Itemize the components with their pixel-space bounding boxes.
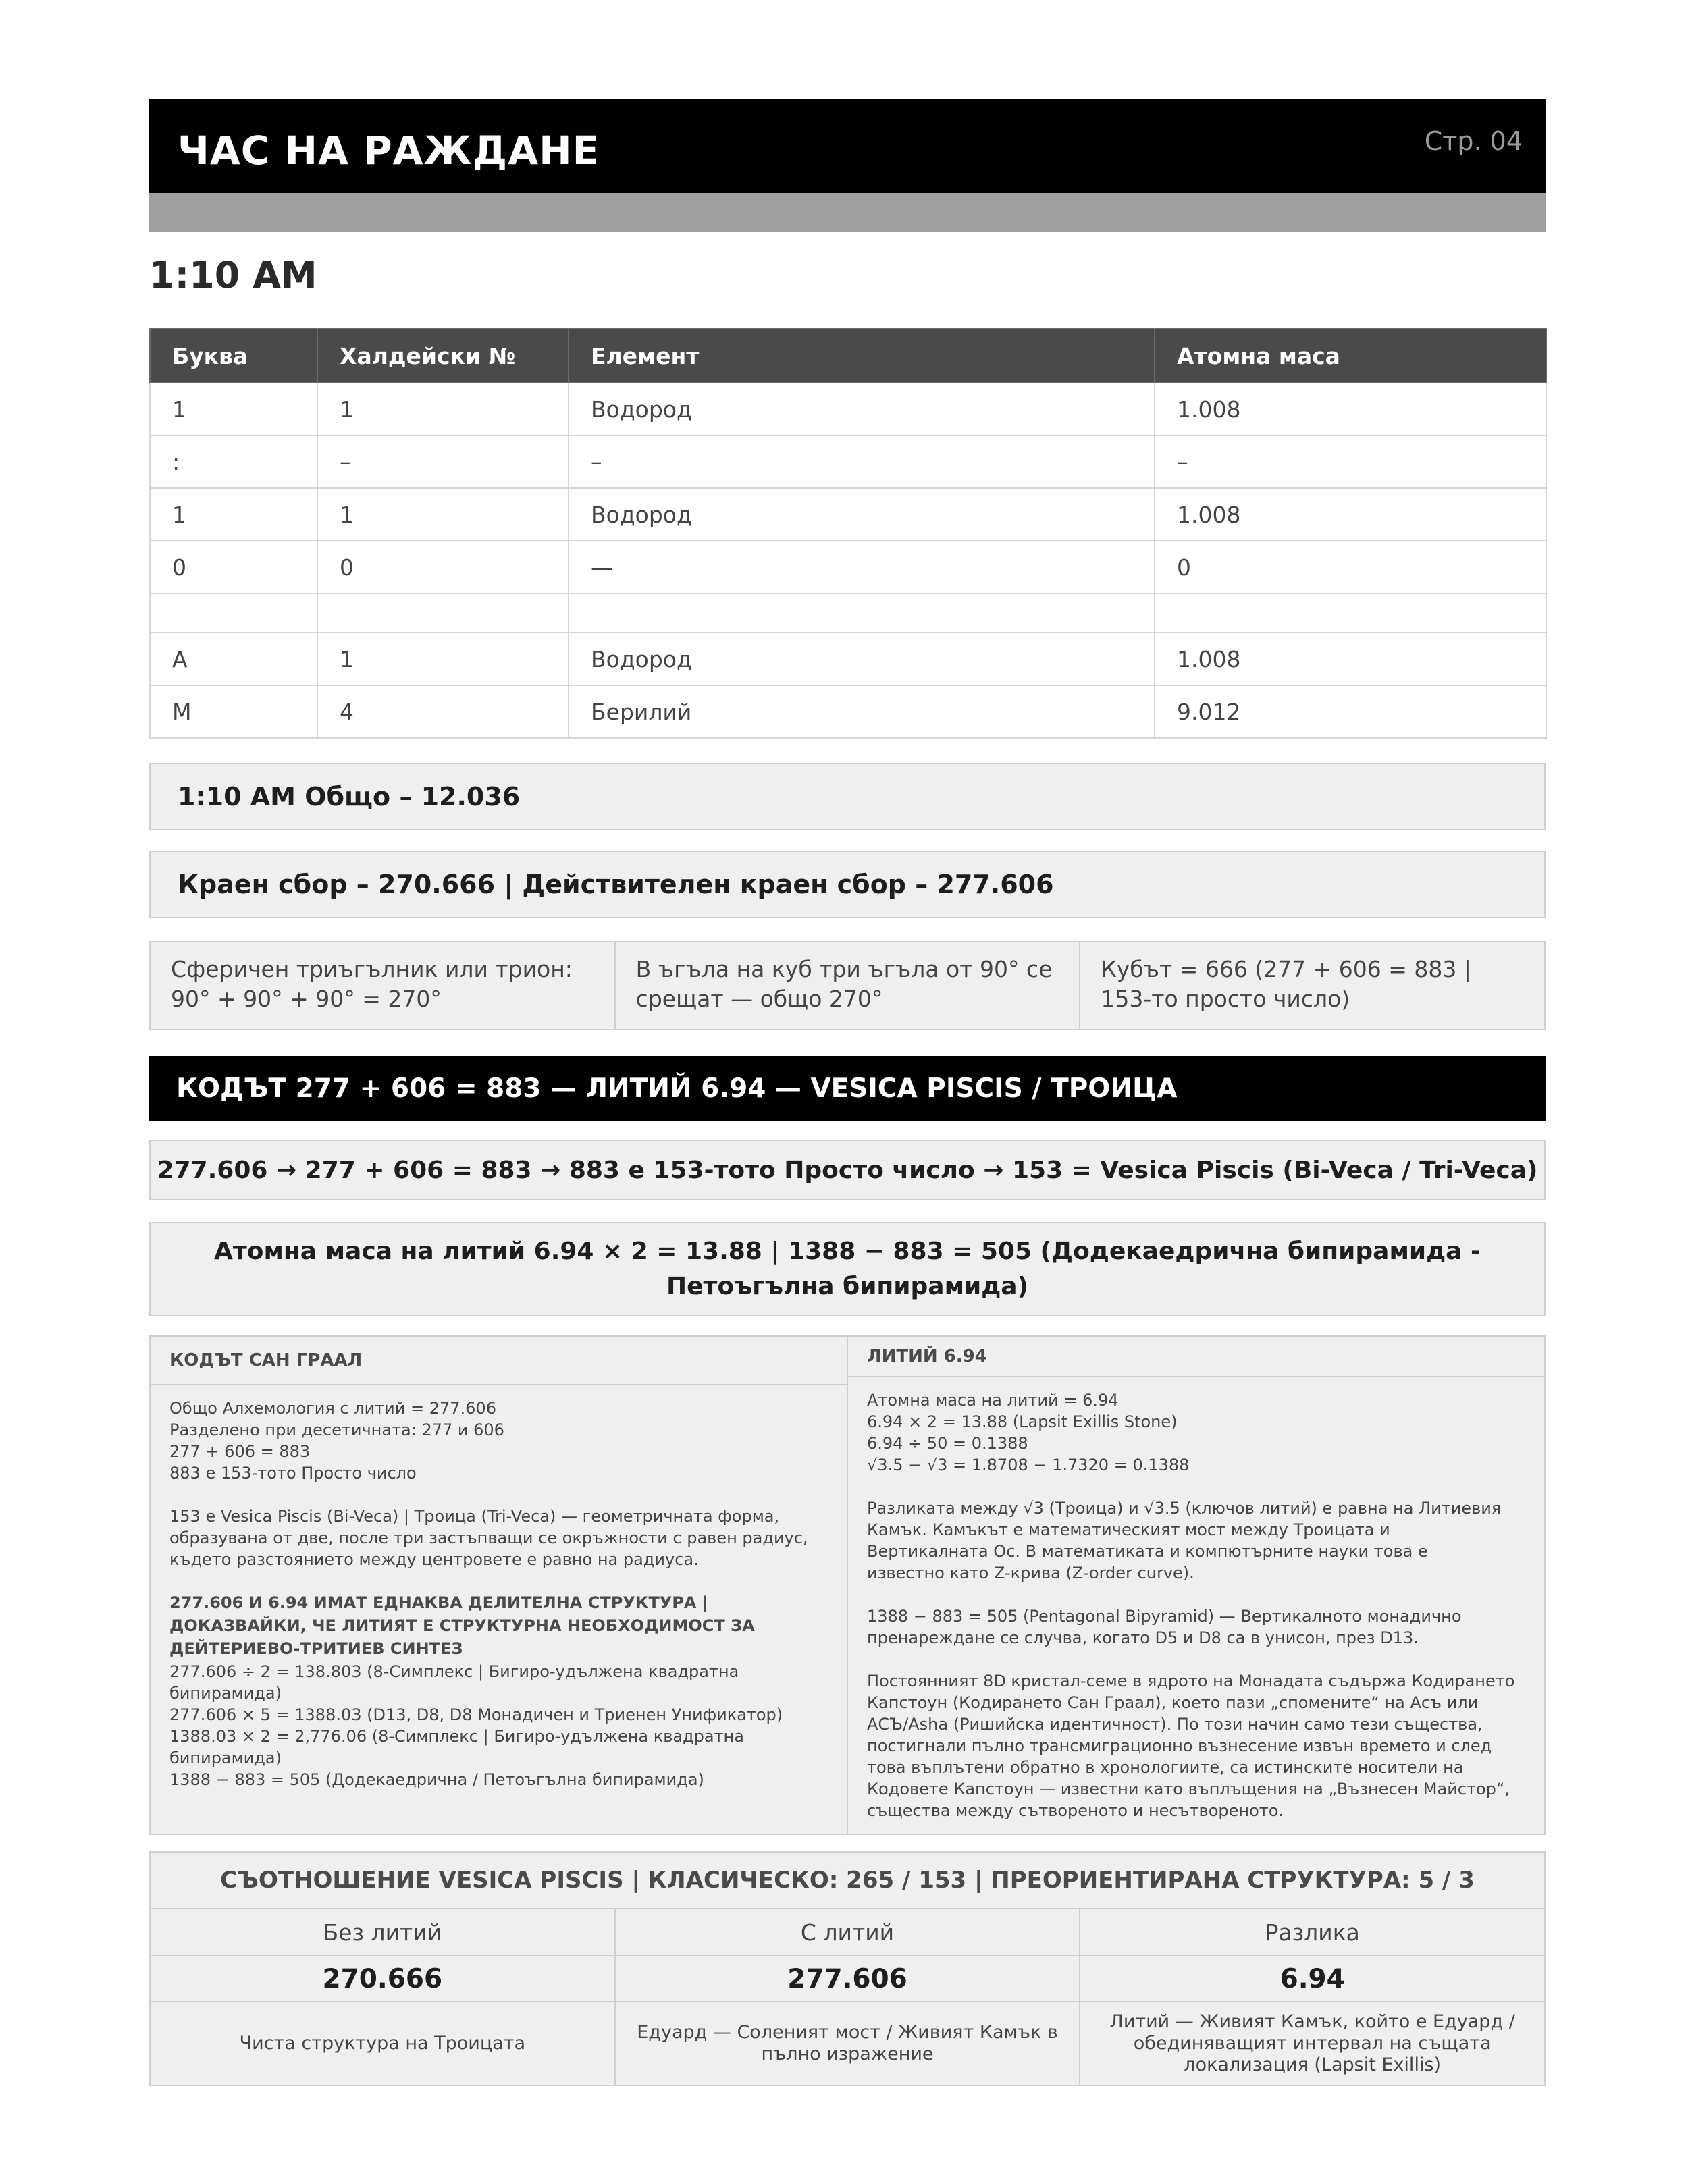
text-line: Кодовете Капстоун — известни като въплъщения на „Възнесен Майстор“, (867, 1780, 1510, 1799)
table-cell: Водород (569, 383, 1155, 435)
text-line: известно като Z-крива (Z-order curve). (867, 1564, 1194, 1582)
ratio-description-row (151, 2002, 1544, 2085)
column-header: Елемент (569, 329, 1155, 383)
text-line: 153 е Vesica Piscis (Bi-Veca) | Троица (Tri-Veca) — геометричната форма, (169, 1507, 780, 1526)
table-cell (317, 593, 569, 633)
ratio-description: Чиста структура на Троицата (151, 2002, 616, 2085)
table-cell: Берилий (569, 685, 1155, 738)
table-cell: A (150, 633, 317, 685)
ratio-value: 277.606 (616, 1956, 1081, 2001)
header-bar (149, 99, 1546, 193)
table-cell: M (150, 685, 317, 738)
text-line: Камък. Камъкът е математическият мост между Троицата и (867, 1520, 1390, 1539)
text-line: 6.94 × 2 = 13.88 (Lapsit Exillis Stone) (867, 1412, 1178, 1431)
text-line: √3.5 − √3 = 1.8708 − 1.7320 = 0.1388 (867, 1456, 1190, 1474)
table-cell: 1 (317, 633, 569, 685)
table-row (150, 633, 1546, 685)
table-cell: — (569, 541, 1155, 593)
table-cell: Водород (569, 488, 1155, 541)
text-line: 883 е 153-тото Просто число (169, 1464, 417, 1483)
page-number: Стр. 04 (1424, 126, 1523, 156)
ratio-value-row (151, 1956, 1544, 2002)
table-cell: 1 (150, 383, 317, 435)
table-header-row (150, 329, 1546, 383)
table-cell: 1 (317, 488, 569, 541)
table-cell: 0 (1155, 541, 1546, 593)
text-line: това въплътени обратно в хронологиите, са истинските носители на (867, 1758, 1464, 1777)
text-line: образувана от две, после три застъпващи се окръжности с равен радиус, (169, 1528, 808, 1547)
text-line: постигнали пълно трансмиграционно възнесение извън времето и след (867, 1736, 1492, 1755)
ratio-label: Без литий (151, 1909, 616, 1955)
grail-code-column (151, 1337, 848, 1834)
text-line: Разликата между √3 (Троица) и √3.5 (ключов литий) е равна на Литиевия (867, 1499, 1502, 1518)
subheading-line: ДЕЙТЕРИЕВО-ТРИТИЕВ СИНТЕЗ (169, 1639, 463, 1658)
table-cell: 1 (150, 488, 317, 541)
column-header: Атомна маса (1155, 329, 1546, 383)
table-cell: 0 (150, 541, 317, 593)
text-line: Разделено при десетичната: 277 и 606 (169, 1420, 504, 1439)
text-line: Вертикалната Ос. В математиката и компютърните науки това е (867, 1542, 1428, 1561)
text-line: Капстоун (Кодирането Сан Граал), което пази „спомените“ на Асъ или (867, 1693, 1479, 1712)
time-heading: 1:10 AM (149, 254, 317, 296)
letters-table (149, 328, 1547, 739)
table-cell: Водород (569, 633, 1155, 685)
table-cell: – (317, 435, 569, 488)
ratio-description: Литий — Живият Камък, който е Едуард / обединяващият интервал на същата локализация (Lapsit Exillis) (1109, 2011, 1515, 2075)
fact-cell: В ъгъла на куб три ъгъла от 90° се срещат — общо 270° (616, 942, 1081, 1029)
ratio-value: 270.666 (151, 1956, 616, 2001)
table-cell: 4 (317, 685, 569, 738)
text-line: същества между сътвореното и несътвореното. (867, 1801, 1284, 1820)
subheading-line: ДОКАЗВАЙКИ, ЧЕ ЛИТИЯТ Е СТРУКТУРНА НЕОБХОДИМОСТ ЗА (169, 1616, 755, 1635)
table-row (150, 593, 1546, 633)
text-line: АСЪ/Asha (Ришийска идентичност). По този начин само тези същества, (867, 1715, 1483, 1734)
ratio-value: 6.94 (1280, 1963, 1345, 1994)
text-line: 1388 − 883 = 505 (Додекаедрична / Петоъгълна бипирамида) (169, 1770, 704, 1789)
table-cell (1155, 593, 1546, 633)
table-cell: – (569, 435, 1155, 488)
column-body (848, 1377, 1544, 1834)
table-cell: 1.008 (1155, 383, 1546, 435)
text-line: където разстоянието между центровете е равно на радиуса. (169, 1550, 699, 1569)
table-row (150, 383, 1546, 435)
text-line: бипирамида) (169, 1749, 282, 1767)
table-cell: : (150, 435, 317, 488)
total-box: 1:10 AM Общо – 12.036 (149, 763, 1546, 830)
column-body (151, 1385, 847, 1803)
table-cell: – (1155, 435, 1546, 488)
column-title: ЛИТИЙ 6.94 (848, 1337, 1544, 1377)
ratio-panel (149, 1851, 1546, 2086)
table-cell: 9.012 (1155, 685, 1546, 738)
text-line: Постоянният 8D кристал-семе в ядрото на Монадата съдържа Кодирането (867, 1672, 1515, 1690)
page-title: ЧАС НА РАЖДАНЕ (178, 128, 600, 174)
facts-row (149, 941, 1546, 1030)
text-line: бипирамида) (169, 1684, 282, 1703)
text-line: Общо Алхемология с литий = 277.606 (169, 1399, 496, 1418)
table-row (150, 541, 1546, 593)
ratio-label-row (151, 1909, 1544, 1956)
table-cell (150, 593, 317, 633)
text-line: 277.606 ÷ 2 = 138.803 (8-Симплекс | Бигиро-удължена квадратна (169, 1662, 739, 1681)
text-line: 277 + 606 = 883 (169, 1442, 311, 1461)
table-cell: 1 (317, 383, 569, 435)
table-cell (569, 593, 1155, 633)
details-panel (149, 1335, 1546, 1835)
text-line: 277.606 × 5 = 1388.03 (D13, D8, D8 Монадичен и Триенен Унификатор) (169, 1705, 783, 1724)
lithium-mass-box: Атомна маса на литий 6.94 × 2 = 13.88 | 1388 − 883 = 505 (Додекаедрична бипирамида - Петоъгълна бипирамида) (149, 1222, 1546, 1316)
text-line: 1388 − 883 = 505 (Pentagonal Bipyramid) — Вертикалното монадично (867, 1607, 1462, 1626)
column-header: Буква (150, 329, 317, 383)
page (149, 99, 1546, 2086)
column-header: Халдейски № (317, 329, 569, 383)
table-cell: 1.008 (1155, 488, 1546, 541)
text-line: 6.94 ÷ 50 = 0.1388 (867, 1434, 1028, 1453)
text-line: пренареждане се случва, когато D5 и D8 са в унисон, през D13. (867, 1628, 1419, 1647)
fact-cell: Сферичен триъгълник или трион: 90° + 90° + 90° = 270° (151, 942, 616, 1029)
table-row (150, 435, 1546, 488)
ratio-label: С литий (616, 1909, 1081, 1955)
ratio-label: Разлика (1265, 1919, 1360, 1946)
table-row (150, 488, 1546, 541)
lithium-column (848, 1337, 1544, 1834)
text-line: 1388.03 × 2 = 2,776.06 (8-Симплекс | Бигиро-удължена квадратна (169, 1727, 744, 1746)
code-section-bar: КОДЪТ 277 + 606 = 883 — ЛИТИЙ 6.94 — VESICA PISCIS / ТРОИЦА (149, 1056, 1546, 1121)
ratio-title: СЪОТНОШЕНИЕ VESICA PISCIS | КЛАСИЧЕСКО: 265 / 153 | ПРЕОРИЕНТИРАНА СТРУКТУРА: 5 / 3 (151, 1853, 1544, 1909)
column-title: КОДЪТ САН ГРААЛ (151, 1337, 847, 1385)
fact-cell: Кубът = 666 (277 + 606 = 883 | 153-то просто число) (1101, 956, 1472, 1012)
final-sum-box: Краен сбор – 270.666 | Действителен краен сбор – 277.606 (149, 851, 1546, 918)
subheading-line: 277.606 И 6.94 ИМАТ ЕДНАКВА ДЕЛИТЕЛНА СТРУКТУРА | (169, 1593, 708, 1612)
table-row (150, 685, 1546, 738)
ratio-description: Едуард — Соленият мост / Живият Камък в пълно изражение (616, 2002, 1081, 2085)
equation-box: 277.606 → 277 + 606 = 883 → 883 е 153-тото Просто число → 153 = Vesica Piscis (Bi-Veca / Tri-Veca) (149, 1140, 1546, 1200)
header-accent-bar (149, 193, 1546, 232)
text-line: Атомна маса на литий = 6.94 (867, 1391, 1119, 1410)
table-cell: 0 (317, 541, 569, 593)
table-cell: 1.008 (1155, 633, 1546, 685)
